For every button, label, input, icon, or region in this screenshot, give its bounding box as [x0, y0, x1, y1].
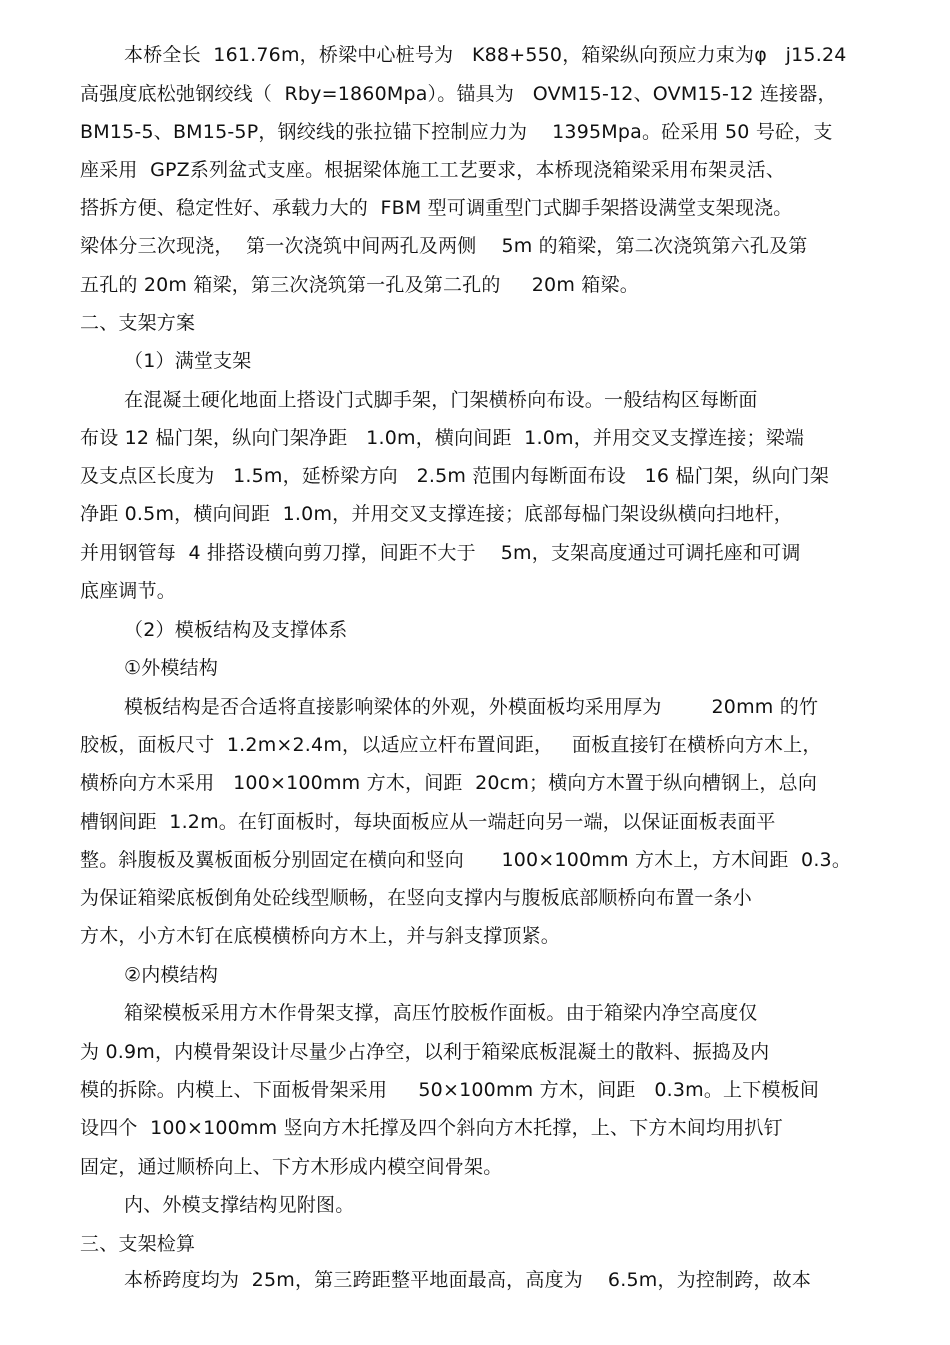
paragraph-line: 横桥向方木采用 100×100mm 方木，间距 20cm；横向方木置于纵向槽钢上，总向 — [80, 772, 818, 794]
paragraph-line: BM15-5、BM15-5P，钢绞线的张拉锚下控制应力为 1395Mpa。砼采用 50 号砼，支 — [80, 121, 833, 143]
paragraph-line: 高强度底松弛钢绞线（ Rby=1860Mpa）。锚具为 OVM15-12、OVM15-12 连接器， — [80, 83, 837, 105]
paragraph-line: 槽钢间距 1.2m。在钉面板时，每块面板应从一端赶向另一端，以保证面板表面平 — [80, 811, 776, 833]
paragraph-line: 本桥全长 161.76m，桥梁中心桩号为 K88+550，箱梁纵向预应力束为φ j15.24 — [124, 44, 847, 66]
paragraph-line: 方木，小方木钉在底模横桥向方木上，并与斜支撑顶紧。 — [80, 925, 561, 947]
paragraph-line: 模板结构是否合适将直接影响梁体的外观，外模面板均采用厚为 20mm 的竹 — [124, 696, 819, 718]
subsection-heading: （2）模板结构及支撑体系 — [124, 619, 348, 641]
paragraph-line: 设四个 100×100mm 竖向方木托撑及四个斜向方木托撑，上、下方木间均用扒钉 — [80, 1117, 783, 1139]
paragraph-line: 布设 12 榀门架，纵向门架净距 1.0m，横向间距 1.0m，并用交叉支撑连接；梁端 — [80, 427, 805, 449]
paragraph-line: 为保证箱梁底板倒角处砼线型顺畅，在竖向支撑内与腹板底部顺桥向布置一条小 — [80, 887, 753, 909]
paragraph-line: 底座调节。 — [80, 580, 177, 602]
section-heading: 二、支架方案 — [80, 312, 196, 334]
paragraph-line: 并用钢管每 4 排搭设横向剪刀撑，间距不大于 5m，支架高度通过可调托座和可调 — [80, 542, 801, 564]
paragraph-line: 固定，通过顺桥向上、下方木形成内模空间骨架。 — [80, 1156, 503, 1178]
paragraph-line: 为 0.9m，内模骨架设计尽量少占净空，以利于箱梁底板混凝土的散料、振捣及内 — [80, 1041, 770, 1063]
paragraph-line: 胶板，面板尺寸 1.2m×2.4m，以适应立杆布置间距， 面板直接钉在横桥向方木上， — [80, 734, 822, 756]
section-heading: 三、支架检算 — [80, 1233, 196, 1255]
paragraph-line: 搭拆方便、稳定性好、承载力大的 FBM 型可调重型门式脚手架搭设满堂支架现浇。 — [80, 197, 793, 219]
paragraph-line: 及支点区长度为 1.5m，延桥梁方向 2.5m 范围内每断面布设 16 榀门架，纵向门架 — [80, 465, 830, 487]
paragraph-line: 梁体分三次现浇， 第一次浇筑中间两孔及两侧 5m 的箱梁，第二次浇筑第六孔及第 — [80, 235, 808, 257]
paragraph-line: 内、外模支撑结构见附图。 — [124, 1194, 355, 1216]
paragraph-line: 整。斜腹板及翼板面板分别固定在横向和竖向 100×100mm 方木上，方木间距 0.3。 — [80, 849, 852, 871]
subsection-heading: ②内模结构 — [124, 964, 219, 986]
paragraph-line: 本桥跨度均为 25m，第三跨距整平地面最高，高度为 6.5m，为控制跨，故本 — [124, 1269, 812, 1291]
paragraph-line: 座采用 GPZ系列盆式支座。根据梁体施工工艺要求，本桥现浇箱梁采用布架灵活、 — [80, 159, 786, 181]
paragraph-line: 在混凝土硬化地面上搭设门式脚手架，门架横桥向布设。一般结构区每断面 — [124, 389, 758, 411]
paragraph-line: 模的拆除。内模上、下面板骨架采用 50×100mm 方木，间距 0.3m。上下模板间 — [80, 1079, 820, 1101]
paragraph-line: 五孔的 20m 箱梁，第三次浇筑第一孔及第二孔的 20m 箱梁。 — [80, 274, 639, 296]
paragraph-line: 净距 0.5m，横向间距 1.0m，并用交叉支撑连接；底部每榀门架设纵横向扫地杆， — [80, 503, 793, 525]
paragraph-line: 箱梁模板采用方木作骨架支撑，高压竹胶板作面板。由于箱梁内净空高度仅 — [124, 1002, 758, 1024]
subsection-heading: ①外模结构 — [124, 657, 219, 679]
subsection-heading: （1）满堂支架 — [124, 350, 252, 372]
